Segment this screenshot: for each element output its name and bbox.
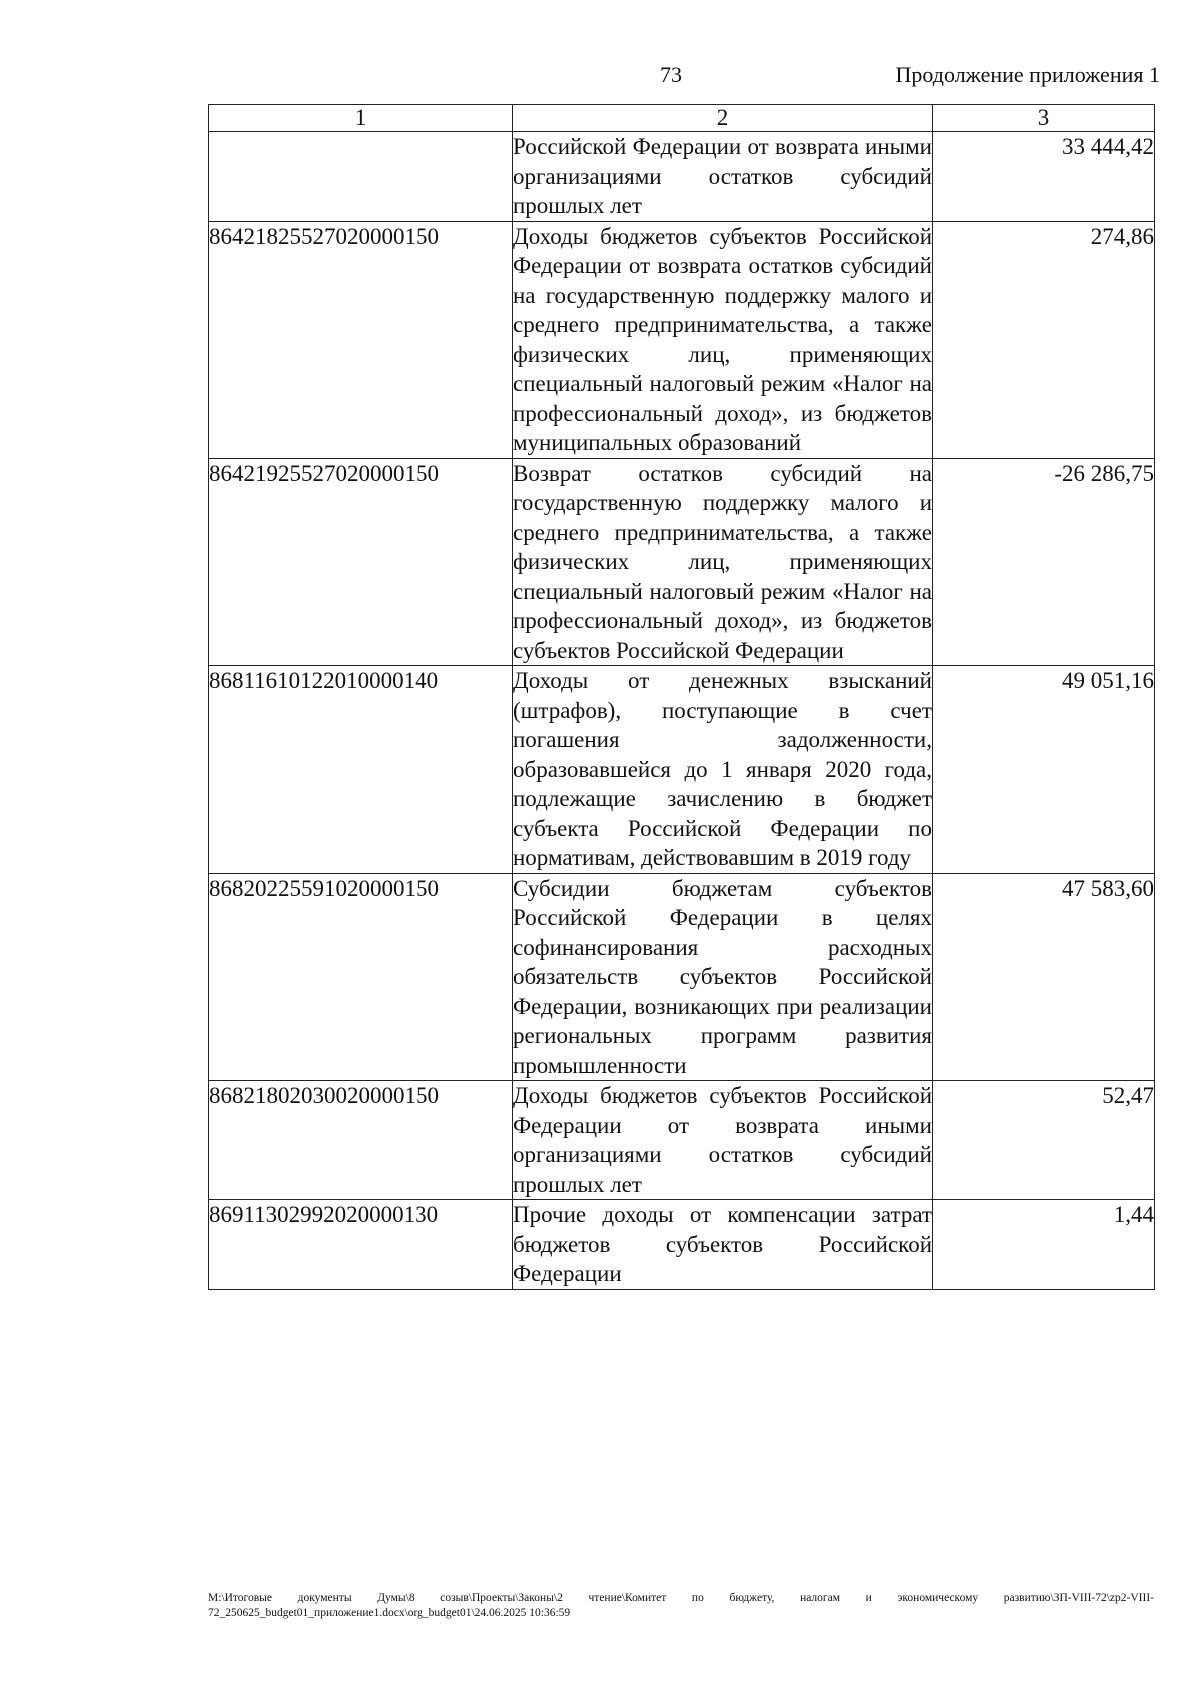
income-table	[208, 104, 1155, 1290]
income-amount: 1,44	[933, 1200, 1155, 1290]
table-row	[209, 458, 1155, 666]
table-row	[209, 1081, 1155, 1200]
income-amount: 33 444,42	[933, 132, 1155, 222]
table-row	[209, 132, 1155, 222]
income-amount: 47 583,60	[933, 873, 1155, 1081]
income-description: Субсидии бюджетам субъектов Российской Федерации в целях софинансирования расходных обязательств субъектов Российской Федерации, возникающих при реализации региональных программ развития промышленности	[513, 873, 933, 1081]
table-row	[209, 873, 1155, 1081]
income-code: 86421925527020000150	[209, 458, 513, 666]
income-amount: 49 051,16	[933, 666, 1155, 874]
income-description: Российской Федерации от возврата иными организациями остатков субсидий прошлых лет	[513, 132, 933, 222]
income-amount: 52,47	[933, 1081, 1155, 1200]
table-row	[209, 221, 1155, 458]
income-description: Доходы бюджетов субъектов Российской Федерации от возврата остатков субсидий на государственную поддержку малого и среднего предпринимательства, а также физических лиц, применяющих специальный налоговый режим «Налог на профессиональный доход», из бюджетов муниципальных образований	[513, 221, 933, 458]
income-code: 86911302992020000130	[209, 1200, 513, 1290]
income-code: 86421825527020000150	[209, 221, 513, 458]
income-description: Доходы бюджетов субъектов Российской Федерации от возврата иными организациями остатков субсидий прошлых лет	[513, 1081, 933, 1200]
income-code: 86820225591020000150	[209, 873, 513, 1081]
income-description: Доходы от денежных взысканий (штрафов), поступающие в счет погашения задолженности, образовавшейся до 1 января 2020 года, подлежащие зачислению в бюджет субъекта Российской Федерации по нормативам, действовавшим в 2019 году	[513, 666, 933, 874]
income-description: Возврат остатков субсидий на государственную поддержку малого и среднего предпринимательства, а также физических лиц, применяющих специальный налоговый режим «Налог на профессиональный доход», из бюджетов субъектов Российской Федерации	[513, 458, 933, 666]
income-code	[209, 132, 513, 222]
column-number-2: 2	[513, 105, 933, 132]
table-row	[209, 666, 1155, 874]
income-description: Прочие доходы от компенсации затрат бюджетов субъектов Российской Федерации	[513, 1200, 933, 1290]
continuation-title: Продолжение приложения 1	[895, 62, 1160, 87]
file-path-footer: M:\Итоговые документы Думы\8 созыв\Проекты\Законы\2 чтение\Комитет по бюджету, налогам и экономическому развитию\ЗП-VIII-72\zp2-VIII-72_250625_budget01_приложение1.docx\org_budget01\24.06.2025 10:36:59	[208, 1592, 1154, 1619]
column-number-3: 3	[933, 105, 1155, 132]
income-code: 86811610122010000140	[209, 666, 513, 874]
column-number-1: 1	[209, 105, 513, 132]
table-row	[209, 1200, 1155, 1290]
income-code: 86821802030020000150	[209, 1081, 513, 1200]
income-amount: -26 286,75	[933, 458, 1155, 666]
column-number-row	[209, 105, 1155, 132]
income-amount: 274,86	[933, 221, 1155, 458]
page-number: 73	[660, 62, 682, 87]
